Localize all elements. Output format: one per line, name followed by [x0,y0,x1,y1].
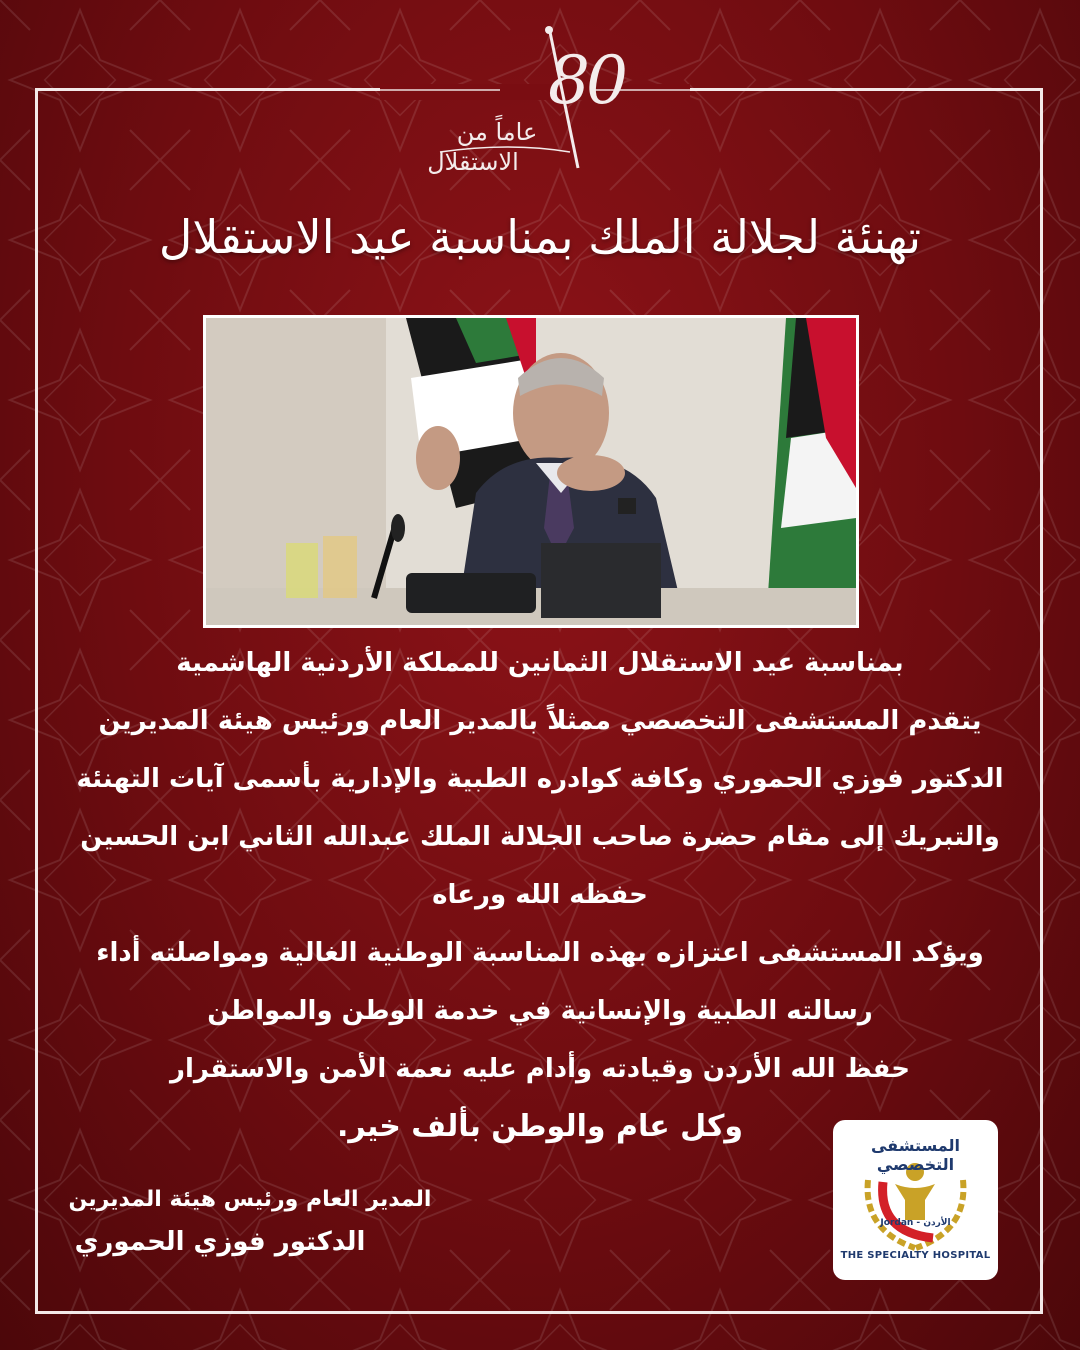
independence-80-emblem [360,20,720,180]
message-line: حفظه الله ورعاه [432,880,648,910]
king-photo [203,315,859,628]
signature-title: المدير العام ورئيس هيئة المديرين [68,1187,432,1212]
specialty-hospital-logo [833,1120,998,1280]
signature-block [50,1180,450,1264]
page-title: تهنئة لجلالة الملك بمناسبة عيد الاستقلال [158,210,922,264]
message-line: حفظ الله الأردن وقيادته وأدام عليه نعمة الأمن والاستقرار [170,1054,910,1084]
emblem-text-years: عاماً من [456,118,538,146]
emblem-number: 80 [548,42,624,119]
message-line: ويؤكد المستشفى اعتزازه بهذه المناسبة الوطنية الغالية ومواصلته أداء [96,938,984,968]
logo-english-name: THE SPECIALTY HOSPITAL [840,1250,991,1261]
message-line: رسالته الطبية والإنسانية في خدمة الوطن والمواطن [207,996,873,1026]
message-line: بمناسبة عيد الاستقلال الثمانين للمملكة الأردنية الهاشمية [176,648,904,678]
emblem-text-independence: الاستقلال [427,148,519,176]
logo-country: Jordan - الأردن [880,1218,951,1228]
message-line: الدكتور فوزي الحموري وكافة كوادره الطبية والإدارية بأسمى آيات التهنئة [76,764,1004,794]
message-line: والتبريك إلى مقام حضرة صاحب الجلالة الملك عبدالله الثاني ابن الحسين [80,822,1000,852]
logo-arabic-name: المستشفى التخصصي [870,1136,960,1174]
message-closing-line: وكل عام والوطن بألف خير. [336,1109,744,1144]
signature-name: الدكتور فوزي الحموري [74,1227,366,1257]
king-portrait-photo [206,318,856,625]
message-body [70,640,1010,1162]
message-line: يتقدم المستشفى التخصصي ممثلاً بالمدير العام ورئيس هيئة المديرين [98,706,982,736]
